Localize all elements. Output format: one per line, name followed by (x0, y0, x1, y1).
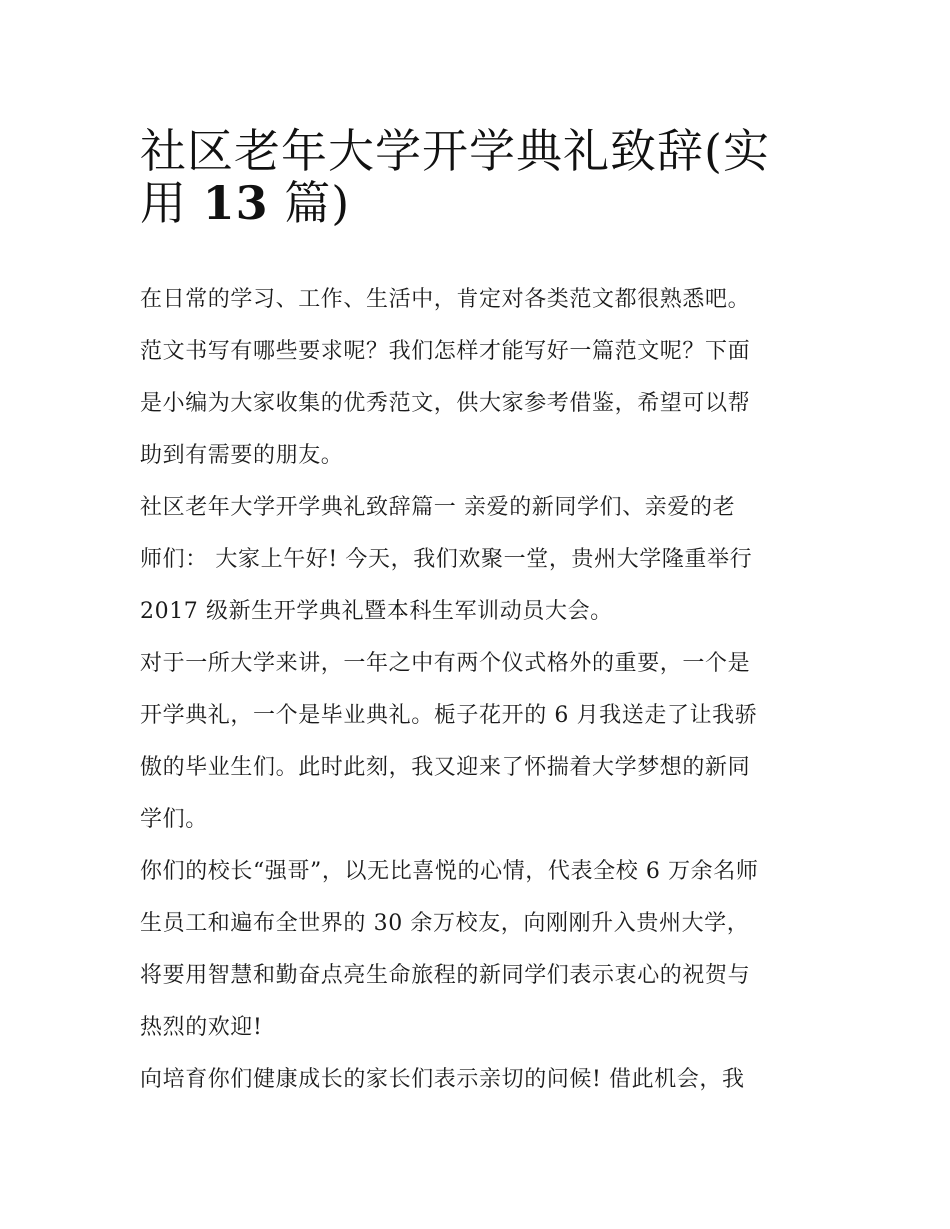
text-line: 你们的校长“强哥”，以无比喜悦的心情，代表全校 6 万余名师 (140, 859, 759, 884)
text-line: 向培育你们健康成长的家长们表示亲切的问候! 借此机会，我 (140, 1067, 745, 1092)
text-line: 对于一所大学来讲，一年之中有两个仪式格外的重要，一个是 (140, 651, 751, 676)
text-line: 在日常的学习、工作、生活中，肯定对各类范文都很熟悉吧。 (140, 287, 751, 312)
document-title (140, 112, 820, 230)
text-line: 傲的毕业生们。此时此刻，我又迎来了怀揣着大学梦想的新同 (140, 755, 751, 780)
text-line: 热烈的欢迎! (140, 1015, 263, 1040)
text-line: 开学典礼，一个是毕业典礼。栀子花开的 6 月我送走了让我骄 (140, 703, 758, 728)
text-line: 生员工和遍布全世界的 30 余万校友，向刚刚升入贵州大学， (140, 911, 750, 936)
document-body (140, 274, 814, 1106)
text-line: 社区老年大学开学典礼致辞篇一 亲爱的新同学们、亲爱的老 (140, 495, 736, 520)
title-line-1: 社区老年大学开学典礼致辞(实 (140, 124, 770, 178)
text-line: 学们。 (140, 807, 208, 832)
text-line: 2017 级新生开学典礼暨本科生军训动员大会。 (140, 599, 613, 624)
welcome-paragraph (140, 846, 814, 1054)
text-line: 助到有需要的朋友。 (140, 443, 344, 468)
ceremony-paragraph (140, 638, 814, 846)
text-line: 将要用智慧和勤奋点亮生命旅程的新同学们表示衷心的祝贺与 (140, 963, 751, 988)
title-line-2-prefix: 用 (140, 176, 203, 230)
intro-paragraph (140, 274, 814, 482)
text-line: 师们： 大家上午好! 今天，我们欢聚一堂，贵州大学隆重举行 (140, 547, 753, 572)
title-count: 13 (202, 176, 269, 230)
text-line: 是小编为大家收集的优秀范文，供大家参考借鉴，希望可以帮 (140, 391, 751, 416)
text-line: 范文书写有哪些要求呢？我们怎样才能写好一篇范文呢？下面 (140, 339, 751, 364)
title-line-2-suffix: 篇) (268, 176, 351, 230)
greeting-paragraph (140, 1054, 814, 1106)
speech-opening-paragraph (140, 482, 814, 638)
